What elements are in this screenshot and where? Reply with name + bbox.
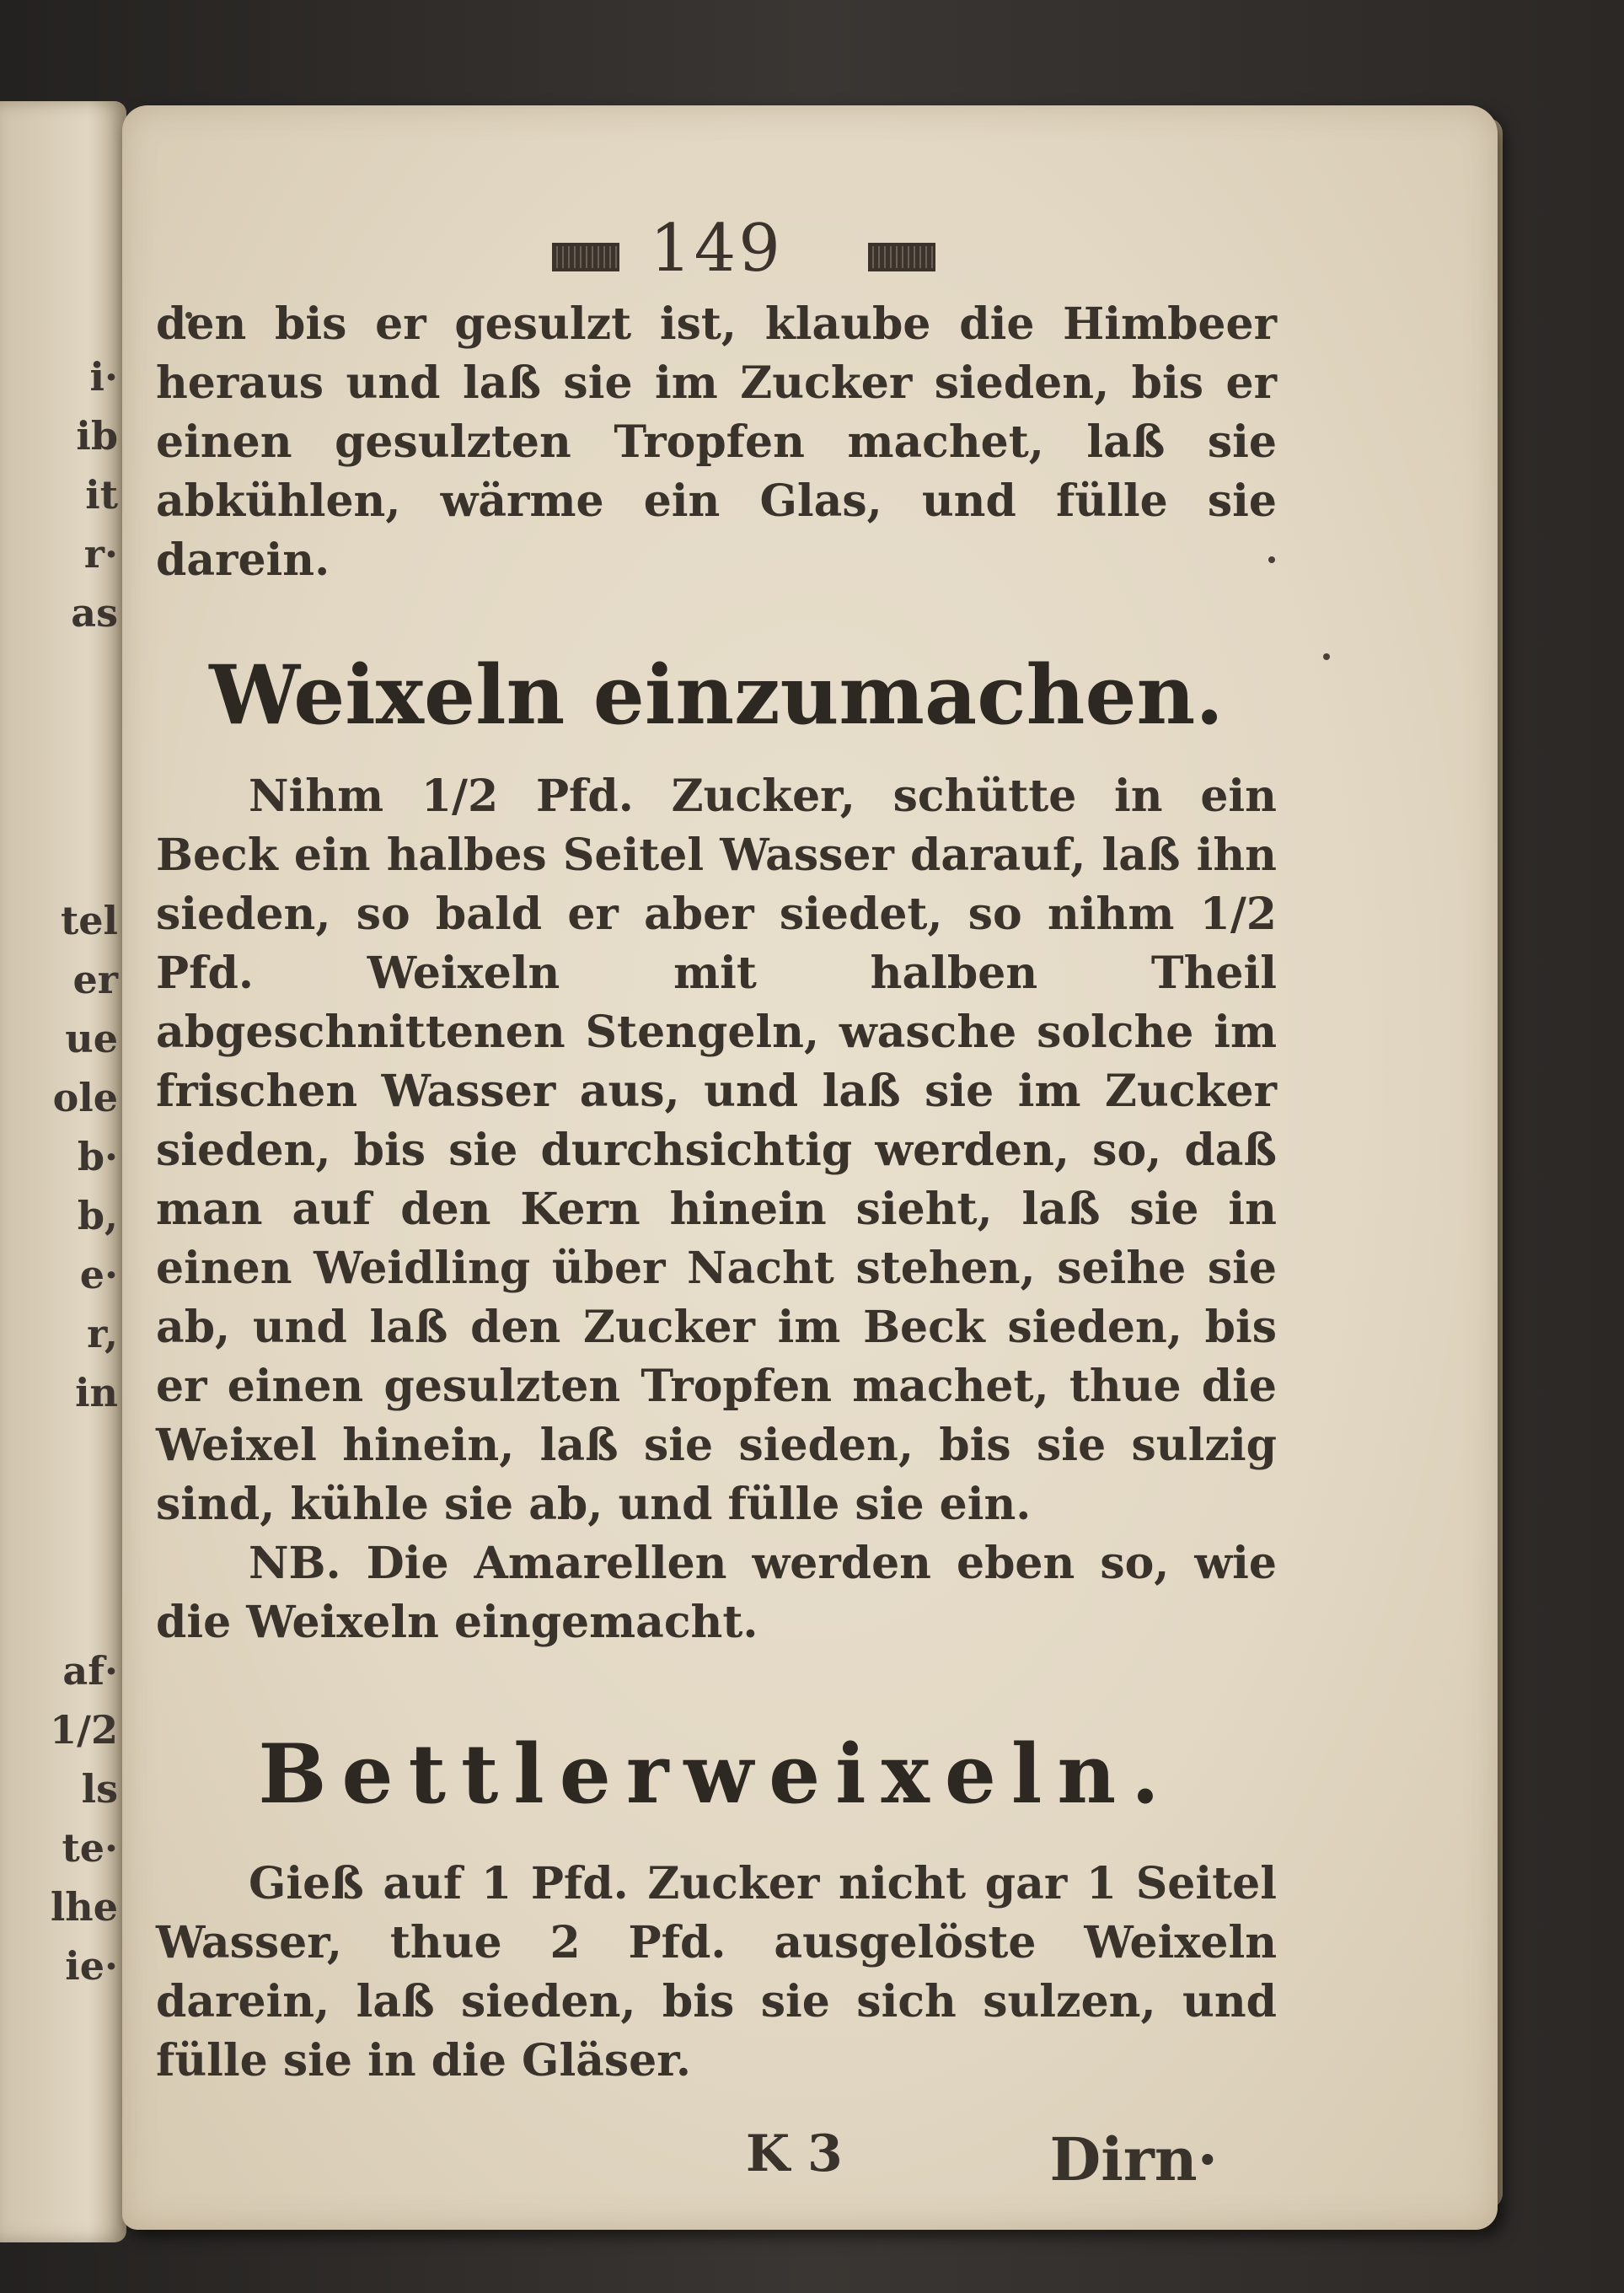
page-footer [156,2124,1277,2209]
catchword: Dirn· [1049,2124,1218,2194]
previous-page-fragment: ie· [65,1943,118,1989]
opening-paragraph: den bis er gesulzt ist, klaube die Himbeer heraus und laß sie im Zucker sieden, bis er einen gesulzten Tropfen machet, laß sie abkühlen, wärme ein Glas, und fülle sie darein. [156,298,1277,586]
page-header [156,202,1277,295]
page-number: 149 [650,211,783,287]
recipe-note: NB. Die Amarellen werden eben so, wie die Weixeln eingemacht. [156,1538,1277,1648]
previous-page-fragment: r, [87,1311,118,1356]
previous-page-fragment: as [71,590,118,636]
ornament-right-icon [868,243,935,271]
previous-page-fragment: i· [89,354,118,400]
paper-speck [1323,653,1330,660]
recipe-paragraph: Nihm 1/2 Pfd. Zucker, schütte in ein Beck ein halbes Seitel Wasser darauf, laß ihn sieden, so bald er aber siedet, so nihm 1/2 Pfd. Weixeln mit halben Theil abgeschnittenen Stengeln, wasche solche im frischen Wasser aus, und laß sie im Zucker sieden, bis sie durchsichtig werden, so, daß man auf den Kern hinein sieht, laß sie in einen Weidling über Nacht stehen, seihe sie ab, und laß den Zucker im Beck sieden, bis er einen gesulzten Tropfen machet, thue die Weixel hinein, laß sie sieden, bis sie sulzig sind, kühle sie ab, und fülle sie ein. [156,771,1277,1530]
recipe-title: Weixeln einzumachen. [209,647,1224,743]
previous-page-fragment: e· [79,1252,118,1297]
previous-page-fragment: b, [77,1193,118,1238]
previous-page-fragment: lhe [50,1884,118,1930]
previous-page-fragment: te· [62,1825,118,1871]
previous-page-fragment: ib [76,413,118,459]
previous-page-fragment: r· [83,531,118,577]
page-content [156,202,1277,2209]
previous-page-fragment: af· [62,1648,118,1694]
previous-page-fragment: in [75,1370,118,1415]
signature-mark: K 3 [746,2124,843,2183]
previous-page-fragment: b· [77,1134,118,1179]
recipe-title: Bettlerweixeln. [258,1726,1175,1822]
recipe-paragraph: Gieß auf 1 Pfd. Zucker nicht gar 1 Seitel Wasser, thue 2 Pfd. ausgelöste Weixeln darein, laß sieden, bis sie sich sulzen, und fülle sie in die Gläser. [156,1858,1277,2086]
previous-page-fragment: er [72,957,118,1002]
previous-page-fragment: 1/2 [50,1707,118,1753]
previous-page-fragment: ole [52,1075,118,1120]
previous-page-edge [0,101,126,2242]
previous-page-fragment: ls [81,1766,118,1812]
previous-page-fragment: tel [61,898,118,943]
previous-page-fragment: it [85,472,118,518]
previous-page-fragment: ue [65,1016,118,1061]
